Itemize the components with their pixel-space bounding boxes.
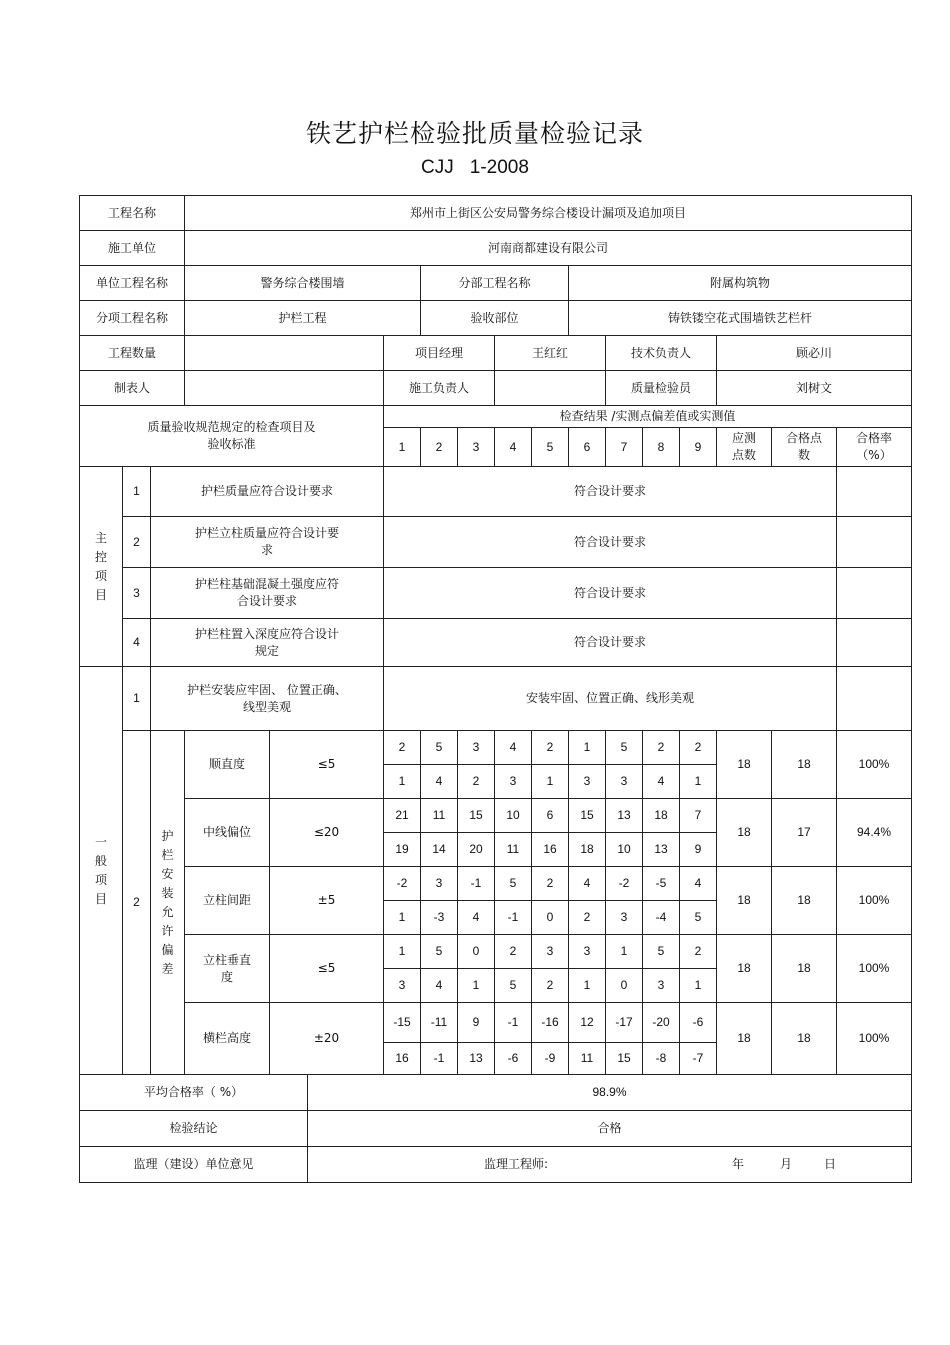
measure-cell: 11 [569,1043,606,1075]
measure-cell: 0 [532,901,569,935]
measure-cell: 14 [421,833,458,867]
pass-points: 18 [772,867,837,935]
col-number: 3 [458,428,495,467]
pass-rate-line2: （%） [856,448,892,462]
measure-cell: 5 [643,935,680,969]
main-item-blank [837,619,912,667]
col-number: 1 [384,428,421,467]
main-item-spec [151,568,384,619]
pass-rate: 94.4% [837,799,912,867]
general-item-result: 安装牢固、位置正确、线形美观 [384,667,837,731]
measure-cell: 5 [495,969,532,1003]
tabulator-label: 制表人 [80,371,185,406]
measure-cell: -6 [495,1043,532,1075]
measure-cell: -16 [532,1003,569,1043]
tolerance-limit: ±20 [270,1003,384,1075]
project-name-label: 工程名称 [80,196,185,231]
spec-column-header [80,406,384,467]
tolerance-label [151,731,185,1075]
main-item-spec [151,467,384,517]
main-item-result: 符合设计要求 [384,568,837,619]
measure-cell: -17 [606,1003,643,1043]
tabulator [185,371,384,406]
label-char: 主 [94,530,107,545]
tolerance-limit: ≤20 [270,799,384,867]
measure-cell: -9 [532,1043,569,1075]
spec-label-line2: 验收标准 [207,437,256,451]
avg-rate: 98.9% [308,1075,912,1111]
label-char: 目 [94,587,107,602]
project-name: 郑州市上街区公安局警务综合楼设计漏项及追加项目 [185,196,912,231]
measure-cell: 1 [606,935,643,969]
measure-cell: 9 [458,1003,495,1043]
label-char: 允 [161,904,174,919]
measure-cell: 1 [458,969,495,1003]
measure-cell: 0 [606,969,643,1003]
measure-cell: 10 [495,799,532,833]
pass-points: 18 [772,731,837,799]
measure-cell: 1 [384,901,421,935]
general-item-spec [151,667,384,731]
spec-line: 护栏柱置入深度应符合设计 [194,626,339,641]
measure-cell: 11 [421,799,458,833]
measure-cell: 3 [606,765,643,799]
measure-cell: 2 [680,935,717,969]
construction-lead-label: 施工负责人 [384,371,495,406]
main-item-result: 符合设计要求 [384,517,837,568]
label-char: 项 [94,872,107,887]
col-number: 2 [421,428,458,467]
label-char: 般 [94,853,107,868]
should-points: 18 [717,799,772,867]
tolerance-name [185,935,270,1003]
measure-cell: 16 [532,833,569,867]
supervisor-label: 监理（建设）单位意见 [80,1147,308,1183]
pass-rate: 100% [837,935,912,1003]
unit-project: 警务综合楼围墙 [185,266,421,301]
main-control-label [80,467,123,667]
pass-rate: 100% [837,867,912,935]
measure-cell: 0 [458,935,495,969]
spec-line: 合设计要求 [236,594,297,608]
page-title: 铁艺护栏检验批质量检验记录 [305,119,644,148]
main-item-blank [837,467,912,517]
main-item-result: 符合设计要求 [384,619,837,667]
should-points-line2: 点数 [731,448,756,462]
sign-day: 日 [824,1157,837,1171]
sign-month: 月 [780,1157,793,1171]
measure-cell: 5 [421,731,458,765]
measure-cell: 2 [680,731,717,765]
unit-project-label: 单位工程名称 [80,266,185,301]
measure-cell: 12 [569,1003,606,1043]
measure-cell: 15 [458,799,495,833]
label-char: 差 [161,961,174,976]
pass-points-header [772,428,837,467]
measure-cell: 3 [421,867,458,901]
measure-cell: 4 [680,867,717,901]
label-char: 安 [161,866,174,881]
label-char: 护 [161,828,174,843]
measure-cell: 2 [532,867,569,901]
general-item-no: 1 [123,667,151,731]
results-header: 检查结果 /实测点偏差值或实测值 [384,406,912,428]
label-char: 许 [161,923,174,938]
measure-cell: -2 [606,867,643,901]
quality-inspector: 刘树文 [717,371,912,406]
pass-points: 18 [772,935,837,1003]
acceptance-part-label: 验收部位 [421,301,569,336]
measure-cell: 3 [569,765,606,799]
main-item-spec [151,619,384,667]
measure-cell: 4 [643,765,680,799]
measure-cell: 2 [458,765,495,799]
main-item-result: 符合设计要求 [384,467,837,517]
measure-cell: 19 [384,833,421,867]
label-char: 目 [94,891,107,906]
quantity [185,336,384,371]
spec-line: 护栏立柱质量应符合设计要 [194,526,339,540]
pass-points: 18 [772,1003,837,1075]
measure-cell: -1 [495,1003,532,1043]
label-char: 控 [94,549,107,564]
measure-cell: 18 [643,799,680,833]
tolerance-name-line: 立柱垂直 [202,952,251,967]
label-char: 偏 [161,942,174,957]
label-char: 装 [161,885,174,900]
supervisor-engineer: 监理工程师: [484,1157,549,1171]
main-item-blank [837,517,912,568]
measure-cell: 4 [495,731,532,765]
measure-cell: -6 [680,1003,717,1043]
measure-cell: 5 [680,901,717,935]
measure-cell: 1 [680,969,717,1003]
measure-cell: 13 [606,799,643,833]
measure-cell: 20 [458,833,495,867]
col-number: 4 [495,428,532,467]
conclusion-label: 检验结论 [80,1111,308,1147]
spec-line: 护栏柱基础混凝土强度应符 [194,577,339,591]
contractor: 河南商都建设有限公司 [185,231,912,266]
pass-points: 17 [772,799,837,867]
pass-rate: 100% [837,731,912,799]
pass-points-line1: 合格点 [785,431,822,445]
general-item-no: 2 [123,731,151,1075]
measure-cell: -1 [421,1043,458,1075]
should-points-header [717,428,772,467]
measure-cell: -3 [421,901,458,935]
sub-project: 附属构筑物 [569,266,912,301]
pass-rate-line1: 合格率 [855,431,892,445]
spec-line: 规定 [254,643,279,658]
measure-cell: 1 [384,935,421,969]
item-project-label: 分项工程名称 [80,301,185,336]
item-project: 护栏工程 [185,301,421,336]
spec-label-line1: 质量验收规范规定的检查项目及 [147,420,316,434]
sub-project-label: 分部工程名称 [421,266,569,301]
col-number: 7 [606,428,643,467]
contractor-label: 施工单位 [80,231,185,266]
main-item-no: 4 [123,619,151,667]
tolerance-limit: ≤5 [270,935,384,1003]
measure-cell: 15 [569,799,606,833]
measure-cell: 18 [569,833,606,867]
should-points-line1: 应测 [731,431,756,445]
inspection-table [79,195,912,1183]
quantity-label: 工程数量 [80,336,185,371]
measure-cell: 3 [606,901,643,935]
tolerance-name [185,867,270,935]
measure-cell: 3 [384,969,421,1003]
spec-line: 护栏质量应符合设计要求 [200,484,333,498]
main-item-no: 3 [123,568,151,619]
measure-cell: -2 [384,867,421,901]
label-char: 项 [94,568,107,583]
measure-cell: 13 [458,1043,495,1075]
measure-cell: 3 [643,969,680,1003]
sign-year: 年 [732,1157,745,1171]
main-item-blank [837,568,912,619]
measure-cell: 1 [569,731,606,765]
measure-cell: -11 [421,1003,458,1043]
tolerance-limit: ≤5 [270,731,384,799]
tolerance-name-line: 中线偏位 [202,825,251,839]
measure-cell: -20 [643,1003,680,1043]
measure-cell: 9 [680,833,717,867]
general-item-blank [837,667,912,731]
should-points: 18 [717,935,772,1003]
col-number: 9 [680,428,717,467]
tolerance-name-line: 横栏高度 [202,1031,251,1045]
pass-points-line2: 数 [797,448,810,462]
measure-cell: 1 [384,765,421,799]
measure-cell: 5 [606,731,643,765]
measure-cell: 4 [421,969,458,1003]
col-number: 5 [532,428,569,467]
measure-cell: 13 [643,833,680,867]
measure-cell: 21 [384,799,421,833]
measure-cell: 5 [421,935,458,969]
measure-cell: -4 [643,901,680,935]
measure-cell: 4 [421,765,458,799]
measure-cell: -7 [680,1043,717,1075]
measure-cell: 3 [569,935,606,969]
project-manager: 王红红 [495,336,606,371]
measure-cell: 2 [643,731,680,765]
supervisor-opinion [308,1147,912,1183]
pass-rate: 100% [837,1003,912,1075]
measure-cell: 2 [532,731,569,765]
label-char: 一 [94,834,107,849]
col-number: 8 [643,428,680,467]
tolerance-name [185,731,270,799]
avg-rate-label: 平均合格率（ %） [80,1075,308,1111]
measure-cell: 6 [532,799,569,833]
spec-line: 求 [260,543,273,557]
pass-rate-header [837,428,912,467]
measure-cell: 4 [569,867,606,901]
should-points: 18 [717,1003,772,1075]
tolerance-name-line: 顺直度 [208,757,245,771]
tolerance-name-line: 立柱间距 [202,893,251,907]
measure-cell: 10 [606,833,643,867]
construction-lead [495,371,606,406]
tolerance-name-line: 度 [220,969,233,984]
quality-inspector-label: 质量检验员 [606,371,717,406]
measure-cell: 1 [569,969,606,1003]
should-points: 18 [717,867,772,935]
label-char: 栏 [161,847,174,862]
measure-cell: 3 [532,935,569,969]
spec-line: 线型美观 [242,699,291,714]
measure-cell: 11 [495,833,532,867]
standard-number: 1-2008 [469,157,529,178]
measure-cell: -15 [384,1003,421,1043]
measure-cell: -8 [643,1043,680,1075]
project-manager-label: 项目经理 [384,336,495,371]
measure-cell: -1 [495,901,532,935]
measure-cell: 15 [606,1043,643,1075]
col-number: 6 [569,428,606,467]
should-points: 18 [717,731,772,799]
main-item-no: 1 [123,467,151,517]
measure-cell: -5 [643,867,680,901]
acceptance-part: 铸铁镂空花式围墙铁艺栏杆 [569,301,912,336]
measure-cell: 3 [458,731,495,765]
measure-cell: 2 [532,969,569,1003]
general-label [80,667,123,1075]
measure-cell: 2 [569,901,606,935]
standard-prefix: CJJ [421,157,454,178]
measure-cell: 1 [532,765,569,799]
tech-lead-label: 技术负责人 [606,336,717,371]
measure-cell: 3 [495,765,532,799]
measure-cell: 4 [458,901,495,935]
measure-cell: 2 [384,731,421,765]
measure-cell: 1 [680,765,717,799]
main-item-no: 2 [123,517,151,568]
spec-line: 护栏安装应牢固、 位置正确、 [187,682,347,697]
standard-code [0,157,950,179]
tolerance-name [185,1003,270,1075]
measure-cell: 5 [495,867,532,901]
tech-lead: 顾必川 [717,336,912,371]
conclusion: 合格 [308,1111,912,1147]
main-item-spec [151,517,384,568]
tolerance-limit: ±5 [270,867,384,935]
measure-cell: -1 [458,867,495,901]
measure-cell: 16 [384,1043,421,1075]
tolerance-name [185,799,270,867]
measure-cell: 2 [495,935,532,969]
measure-cell: 7 [680,799,717,833]
